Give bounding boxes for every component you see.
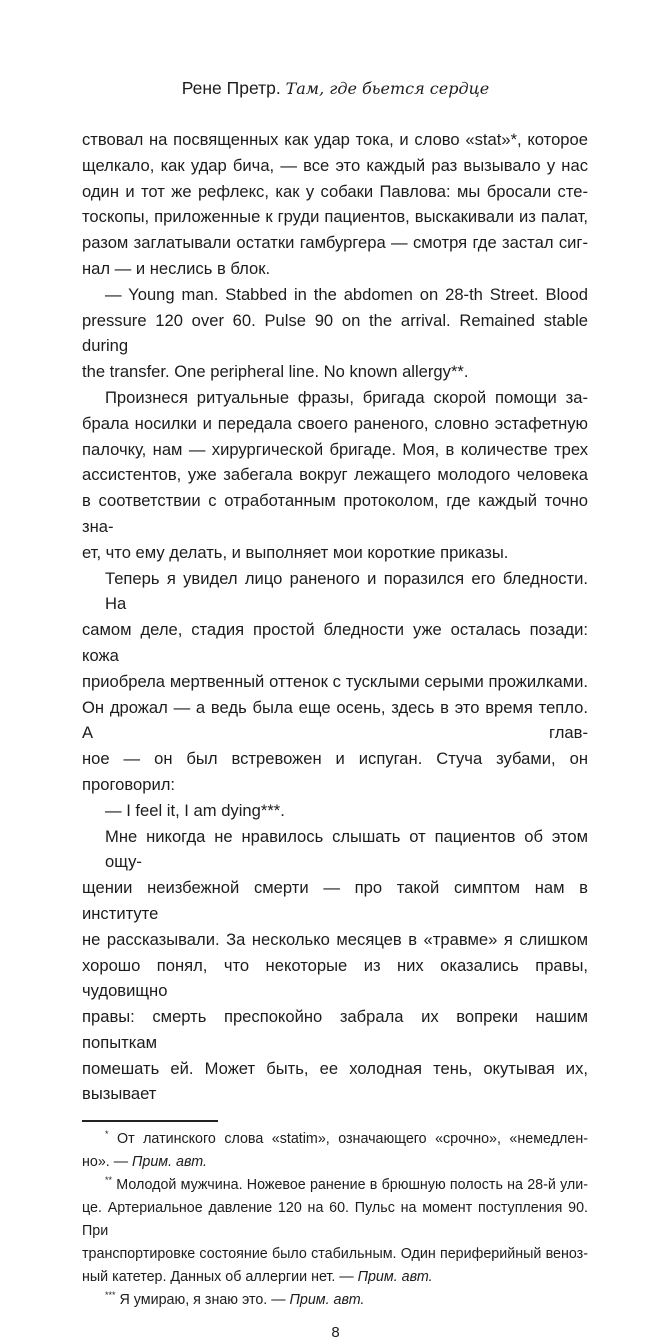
footnote-attribution: Прим. авт. xyxy=(357,1268,433,1285)
text-line: ассистентов, уже забегала вокруг лежащего молодого человека xyxy=(82,465,588,485)
footnote-line xyxy=(82,1128,588,1151)
text-line: не рассказывали. За несколько месяцев в «травме» я слишком xyxy=(82,929,588,949)
text-line: the transfer. One peripheral line. No known allergy**. xyxy=(82,362,469,382)
text-line: pressure 120 over 60. Pulse 90 on the arrival. Remained stable during xyxy=(82,310,588,356)
footnote-text: це. Артериальное давление 120 на 60. Пульс на момент поступления 90. При xyxy=(82,1199,588,1239)
footnote-line xyxy=(82,1151,588,1174)
text-line: ствовал на посвященных как удар тока, и слово «stat»*, которое xyxy=(82,130,588,149)
footnote-attribution: Прим. авт. xyxy=(132,1153,207,1170)
text-line: брала носилки и передала своего раненого, словно эстафетную xyxy=(82,413,588,433)
footnote-line xyxy=(82,1197,588,1243)
footnote-line xyxy=(82,1174,588,1197)
footnote-text: транспортировке состояние было стабильным. Один периферийный веноз- xyxy=(82,1245,588,1262)
text-line: ное — он был встревожен и испуган. Стуча зубами, он проговорил: xyxy=(82,749,588,794)
text-line: Произнеся ритуальные фразы, бригада скорой помощи за- xyxy=(105,387,588,407)
text-line: приобрела мертвенный оттенок с тусклыми серыми прожилками. xyxy=(82,671,588,691)
footnotes xyxy=(82,1128,588,1312)
text-line: щении неизбежной смерти — про такой симптом нам в институте xyxy=(82,878,588,923)
footnote-text: Я умираю, я знаю это. — xyxy=(119,1291,290,1308)
text-line: помешать ей. Может быть, ее холодная тень, окутывая их, вызывает xyxy=(82,1058,588,1104)
footnote-divider xyxy=(82,1120,218,1121)
footnote-mark: *** xyxy=(105,1289,116,1300)
text-line: Он дрожал — а ведь была еще осень, здесь в это время тепло. А глав- xyxy=(82,697,588,743)
text-line: один и тот же рефлекс, как у собаки Павлова: мы бросали сте- xyxy=(82,181,588,201)
footnote-line xyxy=(82,1289,588,1312)
footnote-text: ный катетер. Данных об аллергии нет. — xyxy=(82,1268,358,1285)
footnote-text: От латинского слова «statim», означающего «срочно», «немедлен- xyxy=(116,1130,588,1147)
text-line: в соответствии с отработанным протоколом, где каждый точно зна- xyxy=(82,491,588,536)
footnote-mark: * xyxy=(105,1128,109,1139)
footnote-line xyxy=(82,1266,588,1289)
text-line: палочку, нам — хирургической бригаде. Моя, в количестве трех xyxy=(82,439,588,459)
text-line: — Young man. Stabbed in the abdomen on 28-th Street. Blood xyxy=(105,284,588,304)
page-number: 8 xyxy=(331,1323,340,1341)
text-line: разом заглатывали остатки гамбургера — смотря где застал сиг- xyxy=(82,233,588,253)
text-line: хорошо понял, что некоторые из них оказались правы, чудовищно xyxy=(82,955,588,1001)
footnote-attribution: Прим. авт. xyxy=(289,1291,365,1308)
text-line: Теперь я увидел лицо раненого и поразился его бледности. На xyxy=(105,568,588,614)
text-line: — I feel it, I am dying***. xyxy=(105,800,285,820)
footnote-line xyxy=(82,1243,588,1266)
text-line: ет, что ему делать, и выполняет мои короткие приказы. xyxy=(82,542,509,562)
text-line: тоскопы, приложенные к груди пациентов, выскакивали из палат, xyxy=(82,207,588,227)
header-author: Рене Претр. xyxy=(181,78,281,98)
text-line: самом деле, стадия простой бледности уже осталась позади: кожа xyxy=(82,620,588,665)
header-title: Там, где бьется сердце xyxy=(285,79,490,98)
text-line: нал — и неслись в блок. xyxy=(82,258,271,278)
footnote-mark: ** xyxy=(105,1174,113,1185)
running-header xyxy=(0,76,671,100)
body-text xyxy=(82,127,588,1107)
text-line: правы: смерть преспокойно забрала их вопреки нашим попыткам xyxy=(82,1007,588,1052)
text-line: щелкало, как удар бича, — все это каждый раз вызывало у нас xyxy=(82,155,588,175)
footnote-text: Молодой мужчина. Ножевое ранение в брюшную полость на 28-й ули- xyxy=(116,1176,588,1193)
text-line: Мне никогда не нравилось слышать от пациентов об этом ощу- xyxy=(105,826,588,872)
footnote-text: но». — xyxy=(82,1153,133,1170)
